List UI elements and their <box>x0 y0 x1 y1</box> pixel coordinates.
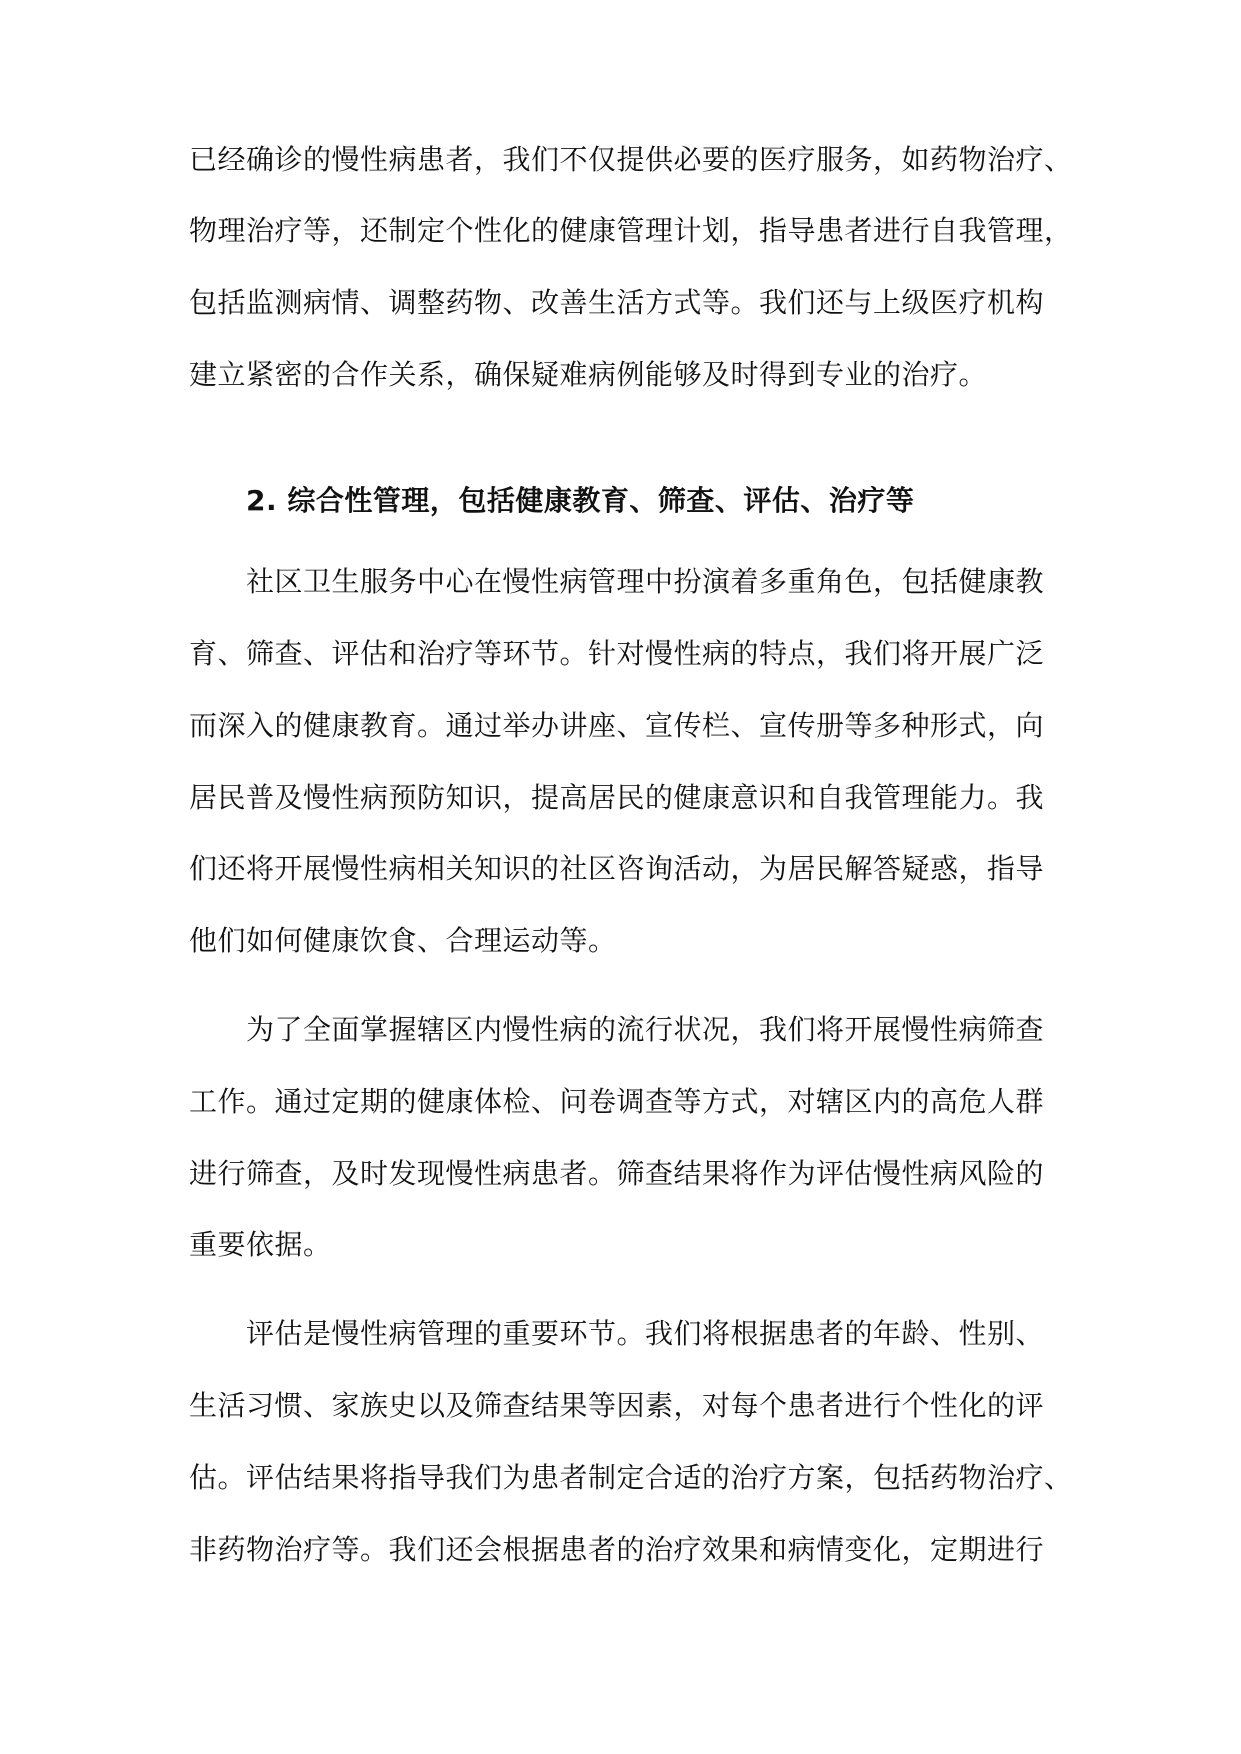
paragraph-line: 生活习惯、家族史以及筛查结果等因素，对每个患者进行个性化的评 <box>189 1389 1045 1422</box>
paragraph-line: 评估是慢性病管理的重要环节。我们将根据患者的年龄、性别、 <box>246 1317 1045 1350</box>
paragraph-line: 们还将开展慢性病相关知识的社区咨询活动，为居民解答疑惑，指导 <box>189 852 1045 885</box>
paragraph-line: 建立紧密的合作关系，确保疑难病例能够及时得到专业的治疗。 <box>189 358 988 391</box>
paragraph-line: 物理治疗等，还制定个性化的健康管理计划，指导患者进行自我管理， <box>189 214 1073 247</box>
paragraph-line: 估。评估结果将指导我们为患者制定合适的治疗方案，包括药物治疗、 <box>189 1461 1073 1494</box>
paragraph-line: 进行筛查，及时发现慢性病患者。筛查结果将作为评估慢性病风险的 <box>189 1157 1045 1190</box>
paragraph-line: 非药物治疗等。我们还会根据患者的治疗效果和病情变化，定期进行 <box>189 1533 1045 1566</box>
paragraph-line: 重要依据。 <box>189 1228 332 1261</box>
paragraph-line: 居民普及慢性病预防知识，提高居民的健康意识和自我管理能力。我 <box>189 781 1045 814</box>
paragraph-line: 社区卫生服务中心在慢性病管理中扮演着多重角色，包括健康教 <box>246 565 1045 598</box>
paragraph-line: 包括监测病情、调整药物、改善生活方式等。我们还与上级医疗机构 <box>189 286 1045 319</box>
paragraph-line: 已经确诊的慢性病患者，我们不仅提供必要的医疗服务，如药物治疗、 <box>189 143 1073 176</box>
paragraph-line: 他们如何健康饮食、合理运动等。 <box>189 924 617 957</box>
paragraph-line: 育、筛查、评估和治疗等环节。针对慢性病的特点，我们将开展广泛 <box>189 637 1045 670</box>
paragraph-line: 而深入的健康教育。通过举办讲座、宣传栏、宣传册等多种形式，向 <box>189 709 1045 742</box>
paragraph-line: 工作。通过定期的健康体检、问卷调查等方式，对辖区内的高危人群 <box>189 1085 1045 1118</box>
paragraph-line: 为了全面掌握辖区内慢性病的流行状况，我们将开展慢性病筛查 <box>246 1013 1045 1046</box>
section-heading: 2. 综合性管理，包括健康教育、筛查、评估、治疗等 <box>246 484 915 517</box>
